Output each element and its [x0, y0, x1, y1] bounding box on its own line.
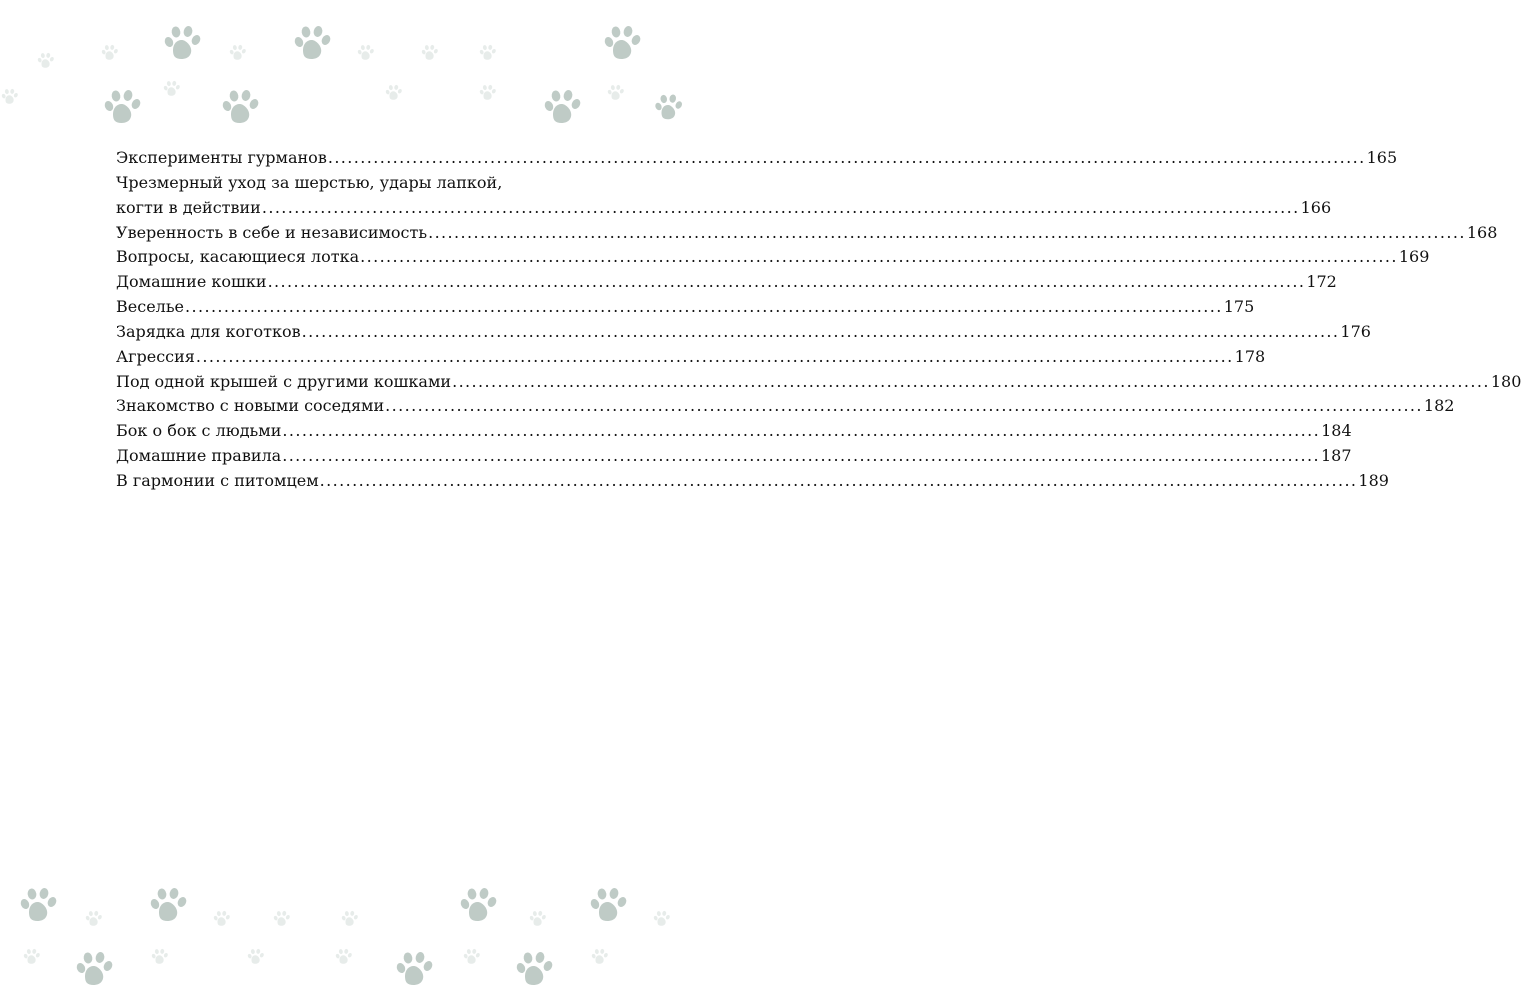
toc-dot-leader: ................................................................................................................................................................: [301, 321, 1340, 341]
toc-entry-title: Знакомство с новыми соседями: [116, 396, 385, 416]
paw-print-icon: [384, 84, 404, 102]
paw-print-icon: [356, 44, 376, 62]
paw-print-icon: [272, 910, 292, 928]
paw-print-icon: [478, 84, 498, 102]
toc-entry: [116, 221, 1498, 246]
toc-entry-title: Веселье: [116, 297, 184, 317]
toc-entry: [116, 171, 568, 196]
paw-print-icon: [72, 950, 118, 990]
toc-entry: [116, 419, 1352, 444]
paw-print-icon: [0, 88, 20, 106]
toc-entry: [116, 469, 1389, 494]
paw-print-icon: [654, 88, 684, 128]
toc-dot-leader: ................................................................................................................................................................: [452, 371, 1490, 391]
paw-print-icon: [590, 948, 610, 966]
paw-print-icon: [22, 948, 42, 966]
toc-entry-title: Домашние правила: [116, 446, 282, 466]
paw-print-icon: [100, 44, 120, 62]
paw-print-icon: [246, 948, 266, 966]
toc-page-number: 168: [1466, 222, 1498, 242]
paw-print-icon: [212, 910, 232, 928]
toc-page-number: 189: [1358, 470, 1389, 490]
toc-entry-title: В гармонии с питомцем: [116, 470, 319, 490]
paw-print-icon: [162, 80, 182, 98]
toc-entry: [116, 394, 1455, 419]
toc-entry: [116, 345, 1266, 370]
toc-dot-leader: ................................................................................................................................................................: [267, 272, 1306, 292]
toc-page-number: 165: [1366, 148, 1398, 167]
paw-print-icon: [228, 44, 248, 62]
paw-print-icon: [652, 910, 672, 928]
paw-print-icon: [340, 910, 360, 928]
toc-entry: [116, 146, 1398, 171]
toc-page-number: 180: [1490, 371, 1521, 391]
toc-entry-title: Зарядка для коготков: [116, 321, 301, 341]
paw-print-icon: [392, 950, 438, 990]
toc-entry-title: Эксперименты гурманов: [116, 148, 327, 167]
toc-page-number: 178: [1234, 346, 1266, 366]
toc-page-number: 187: [1320, 446, 1352, 466]
table-of-contents: [116, 146, 1521, 494]
toc-page-number: 184: [1321, 421, 1352, 441]
paw-print-icon: [478, 44, 498, 62]
paw-print-icon: [218, 88, 264, 128]
toc-entry: [116, 295, 1255, 320]
paw-print-icon: [586, 886, 632, 926]
toc-page-number: 175: [1223, 297, 1255, 317]
toc-dot-leader: ................................................................................................................................................................: [282, 421, 1321, 441]
toc-entry-title: когти в действии: [116, 197, 261, 217]
toc-entry: [116, 270, 1337, 295]
toc-entry-title: Бок о бок с людьми: [116, 421, 282, 441]
toc-entry-title: Вопросы, касающиеся лотка: [116, 247, 360, 267]
paw-print-icon: [462, 948, 482, 966]
toc-dot-leader: ................................................................................................................................................................: [327, 148, 1366, 167]
toc-dot-leader: ................................................................................................................................................................: [185, 297, 1223, 317]
toc-dot-leader: ................................................................................................................................................................: [360, 247, 1398, 267]
toc-entry: [116, 320, 1371, 345]
toc-page-number: 169: [1398, 247, 1430, 267]
paw-print-icon: [160, 24, 206, 64]
toc-dot-leader: ................................................................................................................................................................: [261, 197, 1300, 217]
toc-dot-leader: ................................................................................................................................................................: [319, 470, 1358, 490]
toc-dot-leader: ................................................................................................................................................................: [282, 446, 1320, 466]
paw-print-icon: [290, 24, 336, 64]
paw-print-icon: [334, 948, 354, 966]
paw-print-icon: [600, 24, 646, 64]
toc-dot-leader: ................................................................................................................................................................: [385, 396, 1423, 416]
paw-print-icon: [606, 84, 626, 102]
toc-entry: [116, 245, 1430, 270]
paw-print-icon: [16, 886, 62, 926]
paw-print-icon: [420, 44, 440, 62]
paw-print-icon: [84, 910, 104, 928]
toc-dot-leader: ................................................................................................................................................................: [195, 346, 1234, 366]
toc-page-number: 182: [1423, 396, 1455, 416]
paw-print-icon: [528, 910, 548, 928]
paw-print-icon: [36, 52, 56, 70]
toc-entry-title: Чрезмерный уход за шерстью, удары лапкой,: [116, 172, 503, 192]
paw-print-icon: [540, 88, 586, 128]
toc-entry: [116, 196, 1332, 221]
paw-print-icon: [150, 948, 170, 966]
paw-print-icon: [146, 886, 192, 926]
paw-print-icon: [512, 950, 558, 990]
toc-entry-title: Под одной крышей с другими кошками: [116, 371, 452, 391]
toc-page-number: 176: [1340, 321, 1371, 341]
toc-entry-title: Домашние кошки: [116, 272, 267, 292]
toc-page-number: 166: [1300, 197, 1332, 217]
paw-print-icon: [100, 88, 146, 128]
paw-print-icon: [456, 886, 502, 926]
toc-entry: [116, 444, 1352, 469]
toc-dot-leader: ................................................................................................................................................................: [428, 222, 1466, 242]
toc-entry-title: Агрессия: [116, 346, 195, 366]
toc-entry: [116, 370, 1521, 395]
toc-page-number: 172: [1306, 272, 1337, 292]
toc-entry-title: Уверенность в себе и независимость: [116, 222, 428, 242]
